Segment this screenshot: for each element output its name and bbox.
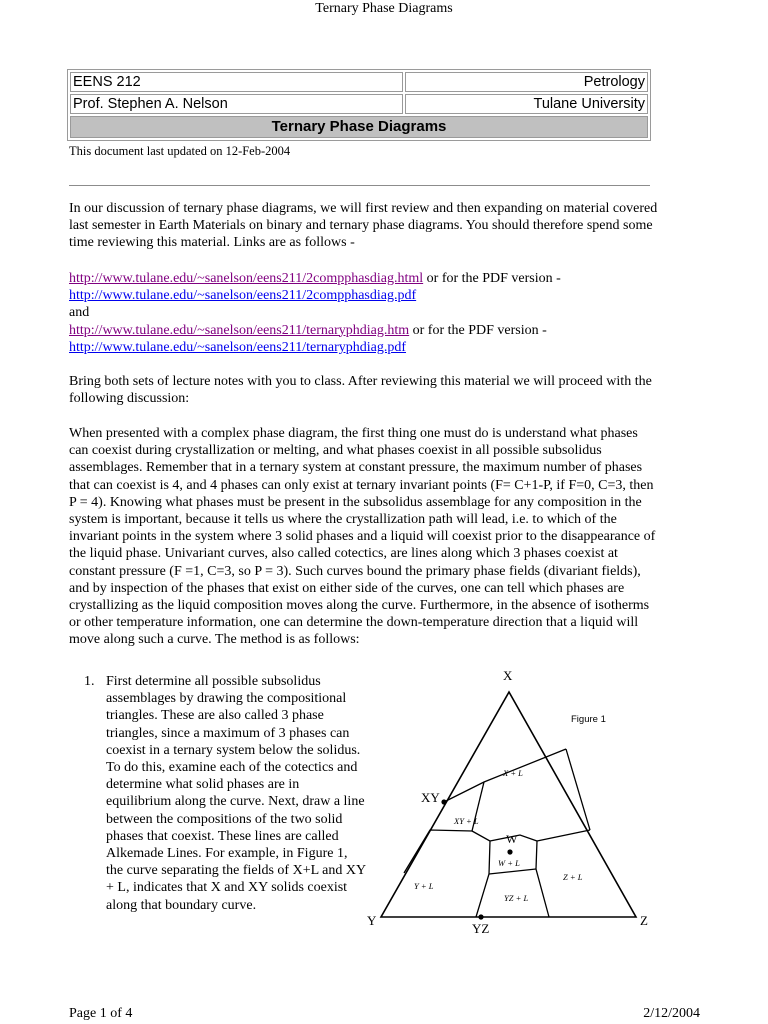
vertex-x-label: X bbox=[503, 668, 513, 683]
point-xy-label: XY bbox=[421, 790, 440, 805]
figure-caption: Figure 1 bbox=[571, 714, 606, 725]
vertex-y-label: Y bbox=[367, 913, 377, 928]
point-w-label: W bbox=[506, 832, 518, 846]
page-number: Page 1 of 4 bbox=[69, 1006, 133, 1021]
document-title: Ternary Phase Diagrams bbox=[70, 116, 648, 138]
binary-html-link[interactable]: http://www.tulane.edu/~sanelson/eens211/2compphasdiag.html bbox=[69, 271, 424, 286]
list-item-text: First determine all possible subsolidus assemblages by drawing the compositional triangles. These are also called 3 phase triangles, since a maximum of 3 phases can coexist in a ternary system below the solidus. To do this, examine each of the cotectics and determine what solid phases are in equilibrium along the curve. Next, draw a line between the compositions of the two solid phases that coexist. These lines are called Alkemade Lines. For example, in Figure 1, the curve separating the fields of X+L and XY + L, indicates that X and XY solids coexist along that boundary curve. bbox=[106, 674, 366, 913]
cotectic-xy-y bbox=[404, 830, 472, 873]
field-z-label: Z + L bbox=[563, 872, 583, 882]
cotectic-x-z bbox=[566, 749, 590, 830]
point-yz-label: YZ bbox=[472, 921, 490, 936]
w-composition-point bbox=[507, 849, 512, 854]
yz-composition-point bbox=[478, 914, 483, 919]
course-subject: Petrology bbox=[405, 72, 648, 92]
institution-name: Tulane University bbox=[405, 94, 648, 114]
instructor-name: Prof. Stephen A. Nelson bbox=[70, 94, 403, 114]
cotectic-w-y bbox=[472, 831, 490, 917]
bring-notes-paragraph: Bring both sets of lecture notes with you to class. After reviewing this material we will proceed with the following discussion: bbox=[69, 374, 652, 407]
binary-pdf-link[interactable]: http://www.tulane.edu/~sanelson/eens211/2compphasdiag.pdf bbox=[69, 288, 417, 304]
ternary-pdf-link[interactable]: http://www.tulane.edu/~sanelson/eens211/ternaryphdiag.pdf bbox=[69, 339, 407, 355]
pdf-version-note-2: or for the PDF version - bbox=[409, 322, 547, 338]
last-updated-note: This document last updated on 12-Feb-2004 bbox=[69, 144, 291, 158]
links-block bbox=[69, 270, 659, 356]
field-yz-label: YZ + L bbox=[504, 893, 529, 903]
course-header-table bbox=[67, 69, 651, 141]
intro-paragraph: In our discussion of ternary phase diagrams, we will first review and then expanding on material covered last semester in Earth Materials on binary and ternary phase diagrams. You should therefore spend some time reviewing this material. Links are as follows - bbox=[69, 201, 658, 251]
method-paragraph: When presented with a complex phase diagram, the first thing one must do is understand what phases can coexist during crystallization or melting, and what phases coexist in all possible subsolidus assemblages. Remember that in a ternary system at constant pressure, the maximum number of phases that can coexist is 4, and 4 phases can only exist at ternary invariant points (F= C+1-P, if F=0, C=3, then P = 4). Knowing what phases must be present in the subsolidus assemblage for any composition in the system is important, because it tells us where the crystallization path will lead, i.e. to which of the invariant points in the system where 3 solid phases and a liquid will coexist prior to the disappearance of the liquid phase. Univariant curves, also called cotectics, are lines along which 3 phases coexist at constant pressure (F =1, C=3, so P = 3). Such curves bound the primary phase fields (divariant fields), and by inspection of the phases that exist on either side of the curves, one can tell which phases are crystallizing as the liquid composition moves along the curve. Furthermore, in the absence of isotherms or other temperature information, one can determine the down-temperature direction that a liquid will move along such a curve. The method is as follows: bbox=[69, 426, 656, 648]
cotectic-yz-z bbox=[536, 841, 549, 917]
cotectic-w-z bbox=[537, 830, 590, 841]
cotectic-w-yz bbox=[489, 869, 536, 874]
field-x-label: X + L bbox=[503, 768, 523, 778]
figure-1-ternary-diagram bbox=[355, 662, 665, 942]
print-date: 2/12/2004 bbox=[643, 1006, 700, 1021]
running-head: Ternary Phase Diagrams bbox=[315, 1, 453, 16]
and-text: and bbox=[69, 305, 90, 321]
pdf-version-note: or for the PDF version - bbox=[423, 271, 561, 286]
xy-composition-point bbox=[441, 799, 446, 804]
field-w-label: W + L bbox=[498, 858, 520, 868]
field-y-label: Y + L bbox=[414, 881, 434, 891]
ternary-html-link[interactable]: http://www.tulane.edu/~sanelson/eens211/ternaryphdiag.htm bbox=[69, 322, 410, 338]
list-item bbox=[84, 673, 374, 914]
list-item-number: 1. bbox=[84, 674, 95, 689]
vertex-z-label: Z bbox=[640, 913, 648, 928]
course-code: EENS 212 bbox=[70, 72, 403, 92]
field-xy-label: XY + L bbox=[454, 816, 479, 826]
horizontal-rule bbox=[69, 185, 650, 186]
